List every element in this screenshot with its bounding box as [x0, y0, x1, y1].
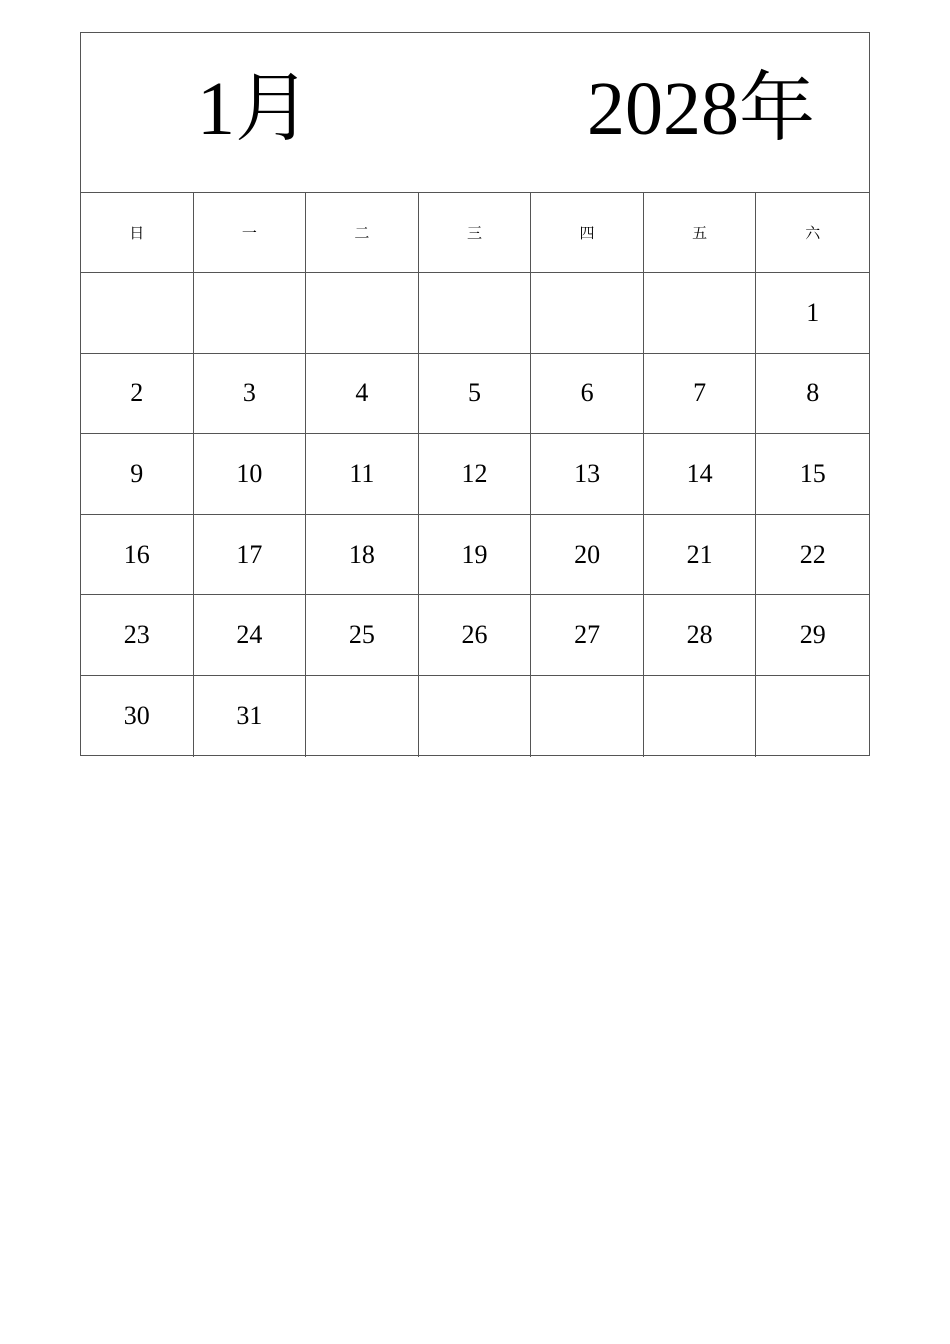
day-cell: 13 — [531, 434, 644, 515]
empty-day-cell — [306, 676, 419, 757]
day-cell: 2 — [81, 354, 194, 435]
day-cell: 10 — [194, 434, 307, 515]
day-cell: 22 — [756, 515, 869, 596]
day-cell: 31 — [194, 676, 307, 757]
day-cell: 9 — [81, 434, 194, 515]
day-cell: 16 — [81, 515, 194, 596]
day-cell: 25 — [306, 595, 419, 676]
day-cell: 24 — [194, 595, 307, 676]
weekday-header: 四 — [531, 193, 644, 273]
empty-day-cell — [644, 273, 757, 354]
empty-day-cell — [756, 676, 869, 757]
empty-day-cell — [306, 273, 419, 354]
day-cell: 18 — [306, 515, 419, 596]
weekday-header: 三 — [419, 193, 532, 273]
day-cell: 27 — [531, 595, 644, 676]
weekday-header: 日 — [81, 193, 194, 273]
calendar-grid — [81, 193, 869, 757]
month-label: 1月 — [197, 67, 311, 151]
day-cell: 12 — [419, 434, 532, 515]
calendar — [80, 32, 870, 756]
day-cell: 4 — [306, 354, 419, 435]
day-cell: 26 — [419, 595, 532, 676]
day-cell: 20 — [531, 515, 644, 596]
day-cell: 3 — [194, 354, 307, 435]
empty-day-cell — [194, 273, 307, 354]
weekday-header: 六 — [756, 193, 869, 273]
day-cell: 7 — [644, 354, 757, 435]
day-cell: 21 — [644, 515, 757, 596]
day-cell: 8 — [756, 354, 869, 435]
day-cell: 19 — [419, 515, 532, 596]
day-cell: 6 — [531, 354, 644, 435]
day-cell: 11 — [306, 434, 419, 515]
day-cell: 30 — [81, 676, 194, 757]
weekday-header: 五 — [644, 193, 757, 273]
day-cell: 29 — [756, 595, 869, 676]
empty-day-cell — [419, 273, 532, 354]
empty-day-cell — [531, 273, 644, 354]
day-cell: 17 — [194, 515, 307, 596]
weekday-header: 一 — [194, 193, 307, 273]
year-label: 2028年 — [587, 67, 815, 151]
day-cell: 15 — [756, 434, 869, 515]
day-cell: 23 — [81, 595, 194, 676]
empty-day-cell — [531, 676, 644, 757]
empty-day-cell — [644, 676, 757, 757]
calendar-header — [81, 33, 869, 193]
day-cell: 28 — [644, 595, 757, 676]
day-cell: 5 — [419, 354, 532, 435]
day-cell: 14 — [644, 434, 757, 515]
day-cell: 1 — [756, 273, 869, 354]
weekday-header: 二 — [306, 193, 419, 273]
empty-day-cell — [419, 676, 532, 757]
empty-day-cell — [81, 273, 194, 354]
